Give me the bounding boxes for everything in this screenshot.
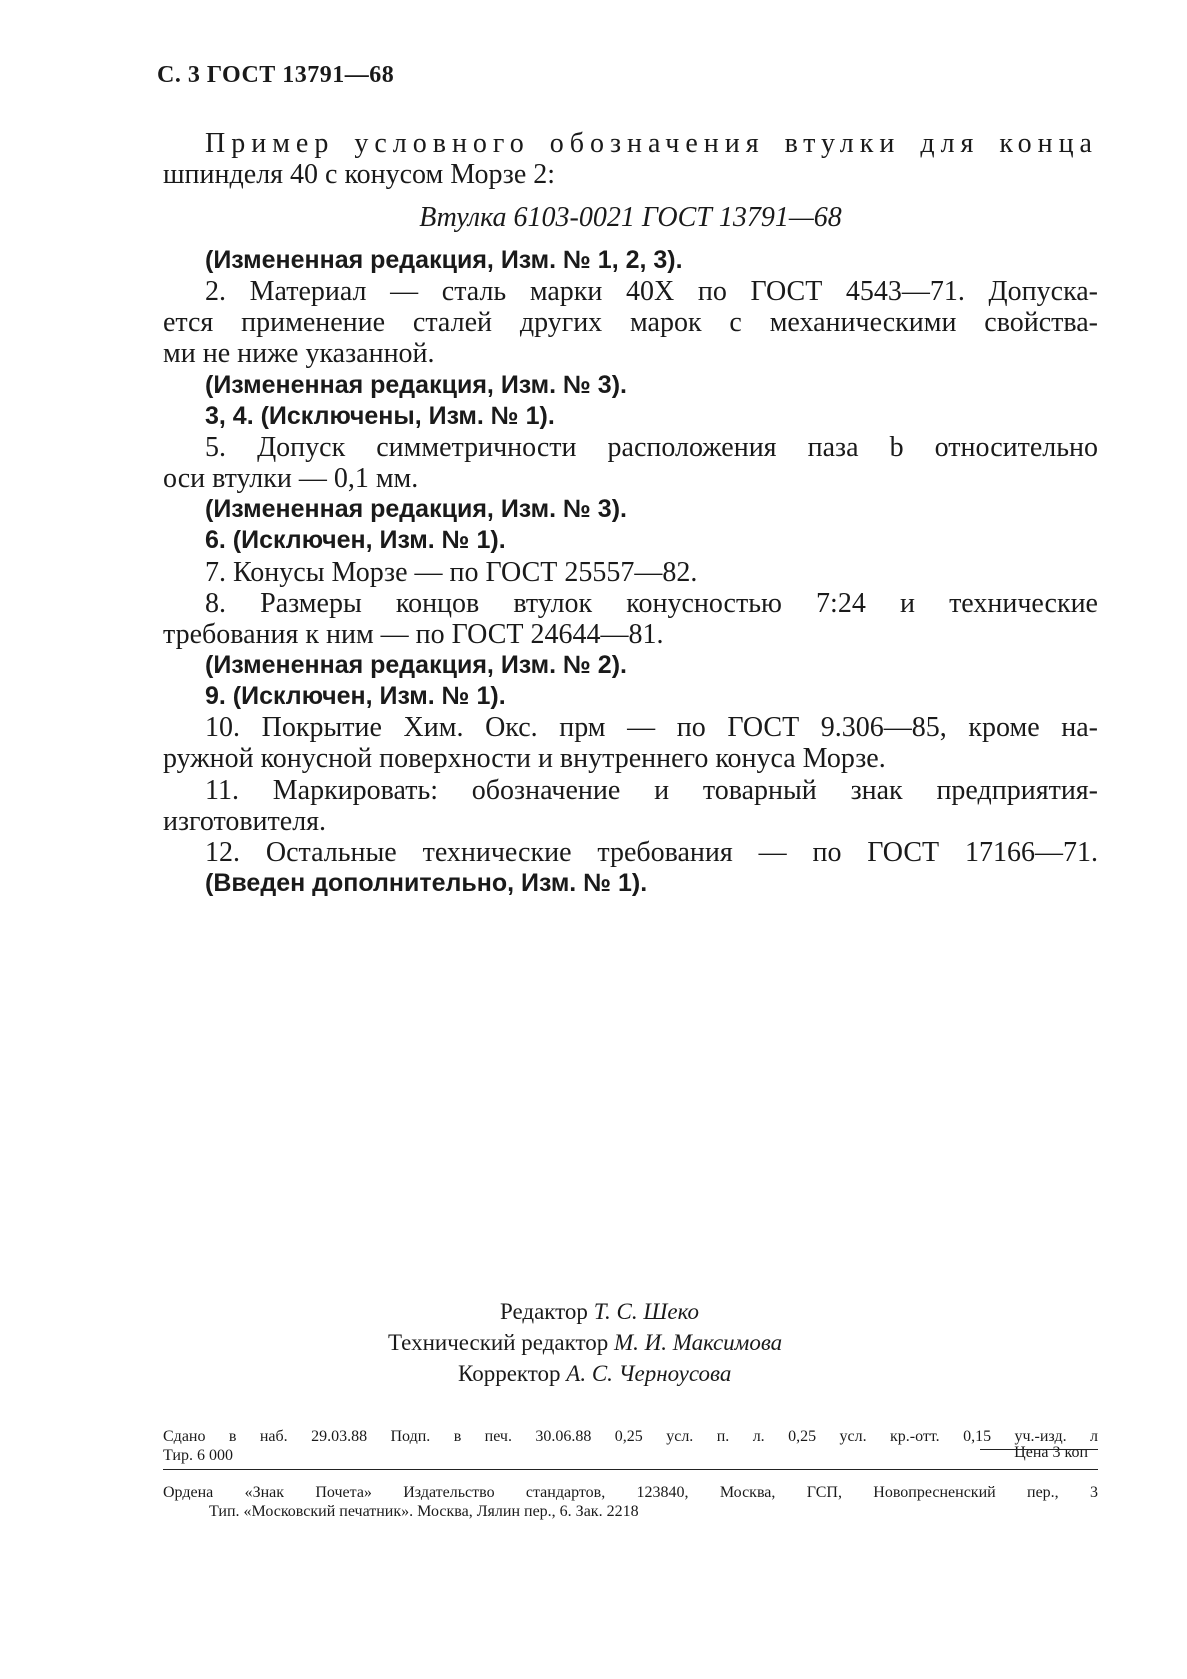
clause-line: 3, 4. (Исключены, Изм. № 1). [205, 401, 555, 430]
tech-editor-credit [388, 1327, 782, 1358]
clause-line: ружной конусной поверхности и внутреннего конуса Морзе. [163, 743, 886, 775]
example-line-2: шпинделя 40 с конусом Морзе 2: [163, 159, 556, 190]
clause-line: (Измененная редакция, Изм. № 3). [205, 370, 627, 399]
example-designation: Втулка 6103-0021 ГОСТ 13791—68 [419, 202, 842, 233]
clause-line: оси втулки — 0,1 мм. [163, 463, 419, 495]
clause-line: 8. Размеры концов втулок конусностью 7:24 и технические [205, 587, 1098, 619]
clause-line: (Измененная редакция, Изм. № 3). [205, 495, 627, 524]
clause-line: (Введен дополнительно, Изм. № 1). [205, 869, 648, 897]
imprint-line-2-left: Тир. 6 000 [163, 1447, 233, 1464]
corrector-label: Корректор [458, 1361, 561, 1386]
corrector-name: А. С. Черноусова [566, 1361, 732, 1386]
clause-line: (Измененная редакция, Изм. № 2). [205, 650, 627, 679]
tech-editor-name: М. И. Максимова [613, 1330, 783, 1355]
clause-line: изготовителя. [163, 805, 327, 837]
imprint-line-2-right: Цена 3 коп [1014, 1444, 1088, 1461]
corrector-credit [458, 1358, 731, 1389]
imprint-line-3: Ордена «Знак Почета» Издательство стандартов, 123840, Москва, ГСП, Новопресненский пер., 3 [163, 1484, 1098, 1501]
clause-line: (Измененная редакция, Изм. № 1, 2, 3). [205, 246, 683, 274]
clause-line: требования к ним — по ГОСТ 24644—81. [163, 618, 664, 650]
price-underline [980, 1449, 1098, 1450]
clause-line: 9. (Исключен, Изм. № 1). [205, 682, 506, 711]
imprint-line-1: Сдано в наб. 29.03.88 Подп. в печ. 30.06.88 0,25 усл. п. л. 0,25 усл. кр.-отт. 0,15 уч.-изд. л [163, 1428, 1098, 1445]
imprint-divider [163, 1469, 1098, 1470]
clause-line: 5. Допуск симметричности расположения паза b относительно [205, 431, 1098, 463]
clause-line: ми не ниже указанной. [163, 338, 435, 370]
clause-line: 11. Маркировать: обозначение и товарный знак предприятия- [205, 774, 1098, 806]
clause-line: 2. Материал — сталь марки 40Х по ГОСТ 4543—71. Допуска- [205, 276, 1098, 308]
clause-line: 6. (Исключен, Изм. № 1). [205, 526, 506, 555]
page-header: С. 3 ГОСТ 13791—68 [157, 62, 395, 88]
clause-line: ется применение сталей других марок с механическими свойства- [163, 307, 1098, 339]
clause-line: 10. Покрытие Хим. Окс. прм — по ГОСТ 9.306—85, кроме на- [205, 712, 1098, 744]
clause-line: 12. Остальные технические требования — по ГОСТ 17166—71. [205, 836, 1098, 868]
imprint-line-4: Тип. «Московский печатник». Москва, Лялин пер., 6. Зак. 2218 [209, 1503, 639, 1520]
tech-editor-label: Технический редактор [388, 1330, 609, 1355]
example-line-1: Пример условного обозначения втулки для конца [205, 128, 1098, 159]
clause-line: 7. Конусы Морзе — по ГОСТ 25557—82. [205, 556, 698, 588]
editor-label: Редактор [500, 1299, 588, 1324]
editor-name: Т. С. Шеко [593, 1299, 699, 1324]
editor-credit [500, 1296, 699, 1327]
